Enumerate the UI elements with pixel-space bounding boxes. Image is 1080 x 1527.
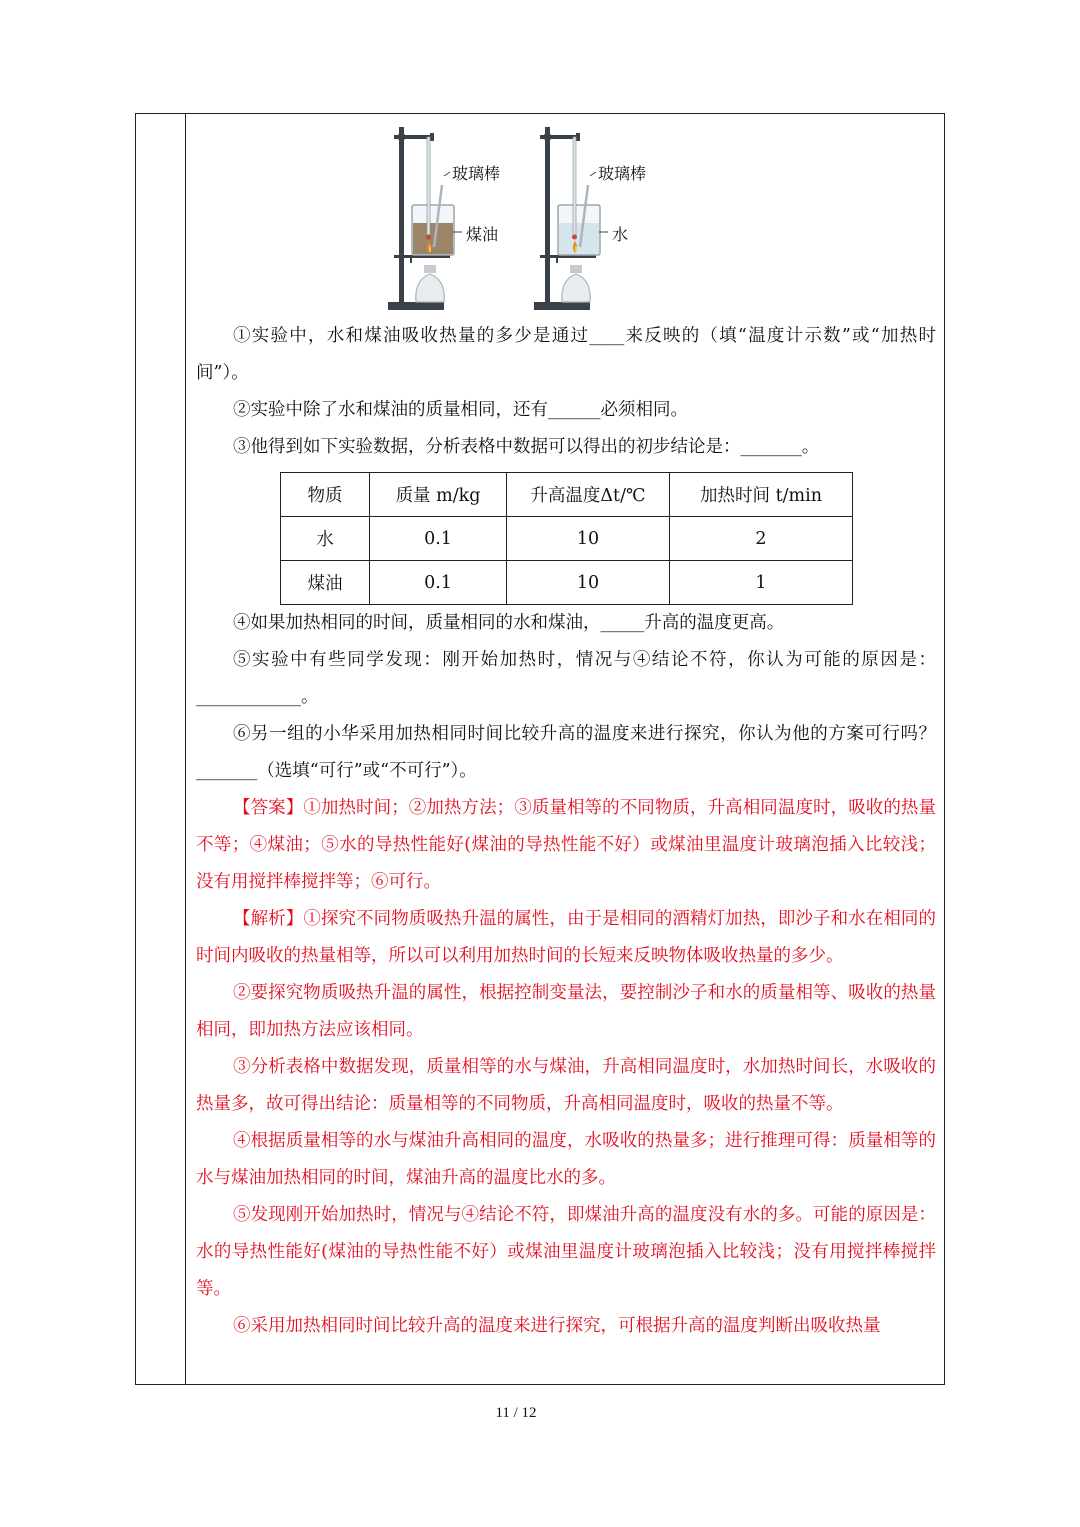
analysis-item-4: ④根据质量相等的水与煤油升高相同的温度，水吸收的热量多；进行推理可得：质量相等的水与煤油加热相同的时间，煤油升高的温度比水的多。 (196, 1131, 936, 1188)
answer-text: ①加热时间；②加热方法；③质量相等的不同物质，升高相同温度时，吸收的热量不等；④煤油；⑤水的导热性能好(煤油的导热性能不好）或煤油里温度计玻璃泡插入比较浅；没有用搅拌棒搅拌等；⑥可行。 (196, 798, 937, 892)
table-header-row (281, 473, 853, 517)
table-row (281, 561, 853, 605)
right-liquid-label: 水 (612, 225, 629, 244)
table-cell: 1 (670, 561, 853, 605)
water-apparatus-drawing (532, 119, 682, 314)
table-cell: 水 (281, 517, 370, 561)
water-apparatus (532, 119, 682, 314)
answer-paragraph (196, 790, 936, 901)
analysis-item-3: ③分析表格中数据发现，质量相等的水与煤油，升高相同温度时，水加热时间长，水吸收的热量多，故可得出结论：质量相等的不同物质，升高相同温度时，吸收的热量不等。 (196, 1057, 936, 1114)
kerosene-apparatus-drawing (386, 119, 536, 314)
analysis-item-5: ⑤发现刚开始加热时，情况与④结论不符，即煤油升高的温度没有水的多。可能的原因是：水的导热性能好(煤油的导热性能不好）或煤油里温度计玻璃泡插入比较浅；没有用搅拌棒搅拌等。 (196, 1205, 936, 1299)
question-1: ①实验中，水和煤油吸收热量的多少是通过____来反映的（填“温度计示数”或“加热时间”）。 (196, 326, 936, 383)
page-number: 11 / 12 (495, 1405, 537, 1421)
left-liquid-label: 煤油 (466, 225, 499, 244)
table-cell: 煤油 (281, 561, 370, 605)
column-divider (185, 113, 186, 1385)
question-4: ④如果加热相同的时间，质量相同的水和煤油，_____升高的温度更高。 (233, 613, 785, 633)
table-row (281, 517, 853, 561)
question-3: ③他得到如下实验数据，分析表格中数据可以得出的初步结论是：_______。 (233, 437, 820, 457)
table-cell: 10 (507, 561, 670, 605)
table-header-cell: 质量 m/kg (370, 473, 507, 517)
table-cell: 0.1 (370, 517, 507, 561)
experiment-figures (196, 113, 936, 318)
analysis-paragraph (196, 901, 936, 975)
right-rod-label: 玻璃棒 (598, 164, 647, 183)
table-header-cell: 加热时间 t/min (670, 473, 853, 517)
question-2: ②实验中除了水和煤油的质量相同，还有______必须相同。 (233, 400, 688, 420)
left-rod-label: 玻璃棒 (452, 164, 501, 183)
data-table (280, 472, 853, 605)
analysis-tag: 【解析】 (233, 909, 304, 929)
question-5: ⑤实验中有些同学发现：刚开始加热时，情况与④结论不符，你认为可能的原因是：____________。 (196, 650, 936, 707)
analysis-item-2: ②要探究物质吸热升温的属性，根据控制变量法，要控制沙子和水的质量相等、吸收的热量相同，即加热方法应该相同。 (196, 983, 936, 1040)
content-cell (196, 113, 936, 1345)
table-header-cell: 物质 (281, 473, 370, 517)
analysis-first: ①探究不同物质吸热升温的属性，由于是相同的酒精灯加热，即沙子和水在相同的时间内吸收的热量相等，所以可以利用加热时间的长短来反映物体吸收热量的多少。 (196, 909, 937, 966)
kerosene-apparatus (386, 119, 536, 314)
analysis-item-6: ⑥采用加热相同时间比较升高的温度来进行探究，可根据升高的温度判断出吸收热量 (233, 1316, 881, 1336)
table-cell: 2 (670, 517, 853, 561)
answer-tag: 【答案】 (233, 798, 304, 818)
table-header-cell: 升高温度Δt/℃ (507, 473, 670, 517)
table-cell: 0.1 (370, 561, 507, 605)
question-6: ⑥另一组的小华采用加热相同时间比较升高的温度来进行探究，你认为他的方案可行吗？_______（选填“可行”或“不可行”）。 (196, 724, 936, 781)
table-cell: 10 (507, 517, 670, 561)
